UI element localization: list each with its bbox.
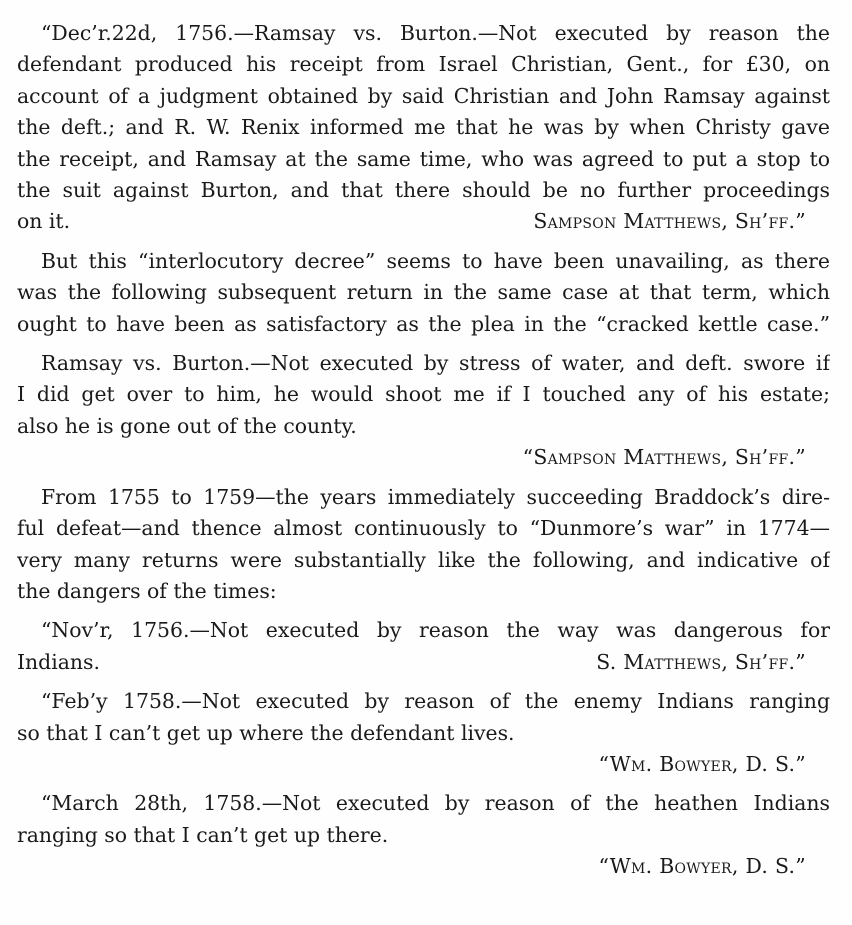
signature-line: [17, 647, 830, 678]
text-line: I did get over to him, he would shoot me if I touched any of his estate;: [17, 382, 830, 407]
line-end-text: on it.: [17, 209, 71, 234]
paragraph-interlocutory-decree: [17, 246, 830, 340]
text-line: “Dec’r.22d, 1756.—Ramsay vs. Burton.—Not executed by reason the: [41, 21, 830, 45]
text-line: very many returns were substantially like the following, and indicative of: [17, 547, 830, 572]
signature: Sampson Matthews, Sh’ff.”: [533, 209, 806, 234]
text-line: the deft.; and R. W. Renix informed me that he was by when Christy gave: [17, 115, 830, 140]
paragraph-stress-of-water: [17, 348, 830, 474]
signature: “Wm. Bowyer, D. S.”: [598, 854, 806, 879]
text-line: ranging so that I can’t get up there.: [17, 822, 389, 847]
text-line: so that I can’t get up where the defendant lives.: [17, 720, 515, 745]
text-line: “Nov’r, 1756.—Not executed by reason the way was dangerous for: [41, 618, 830, 643]
text-line: “Feb’y 1758.—Not executed by reason of the enemy Indians ranging: [41, 689, 830, 714]
text-line: was the following subsequent return in the same case at that term, which: [17, 280, 830, 305]
text-line: the dangers of the times:: [17, 578, 277, 603]
text-line: the suit against Burton, and that there should be no further proceedings: [17, 178, 830, 203]
signature-line: [17, 206, 830, 237]
text-line: also he is gone out of the county.: [17, 413, 357, 438]
paragraph-nov-1756: [17, 615, 830, 678]
paragraph-dangers-of-times: [17, 482, 830, 608]
signature: “Wm. Bowyer, D. S.”: [598, 751, 806, 776]
text-line: “March 28th, 1758.—Not executed by reason of the heathen Indians: [41, 791, 830, 816]
text-line: account of a judgment obtained by said Christian and John Ramsay against: [17, 83, 830, 108]
text-line: defendant produced his receipt from Israel Christian, Gent., for £30, on: [17, 52, 830, 77]
text-line: ought to have been as satisfactory as the plea in the “cracked kettle case.”: [17, 311, 830, 336]
paragraph-feb-1758: [17, 686, 830, 780]
text-line: ful defeat—and thence almost continuously to “Dunmore’s war” in 1774—: [17, 516, 830, 541]
text-line: From 1755 to 1759—the years immediately succeeding Braddock’s dire-: [41, 484, 830, 509]
line-end-text: Indians.: [17, 649, 100, 674]
signature: S. Matthews, Sh’ff.”: [596, 649, 806, 674]
text-line: But this “interlocutory decree” seems to have been unavailing, as there: [41, 248, 830, 273]
text-line: the receipt, and Ramsay at the same time, who was agreed to put a stop to: [17, 146, 830, 171]
paragraph-ramsay-return: [17, 18, 830, 238]
signature: “Sampson Matthews, Sh’ff.”: [522, 445, 806, 470]
paragraph-march-1758: [17, 788, 830, 882]
text-line: Ramsay vs. Burton.—Not executed by stress of water, and deft. swore if: [41, 351, 830, 376]
